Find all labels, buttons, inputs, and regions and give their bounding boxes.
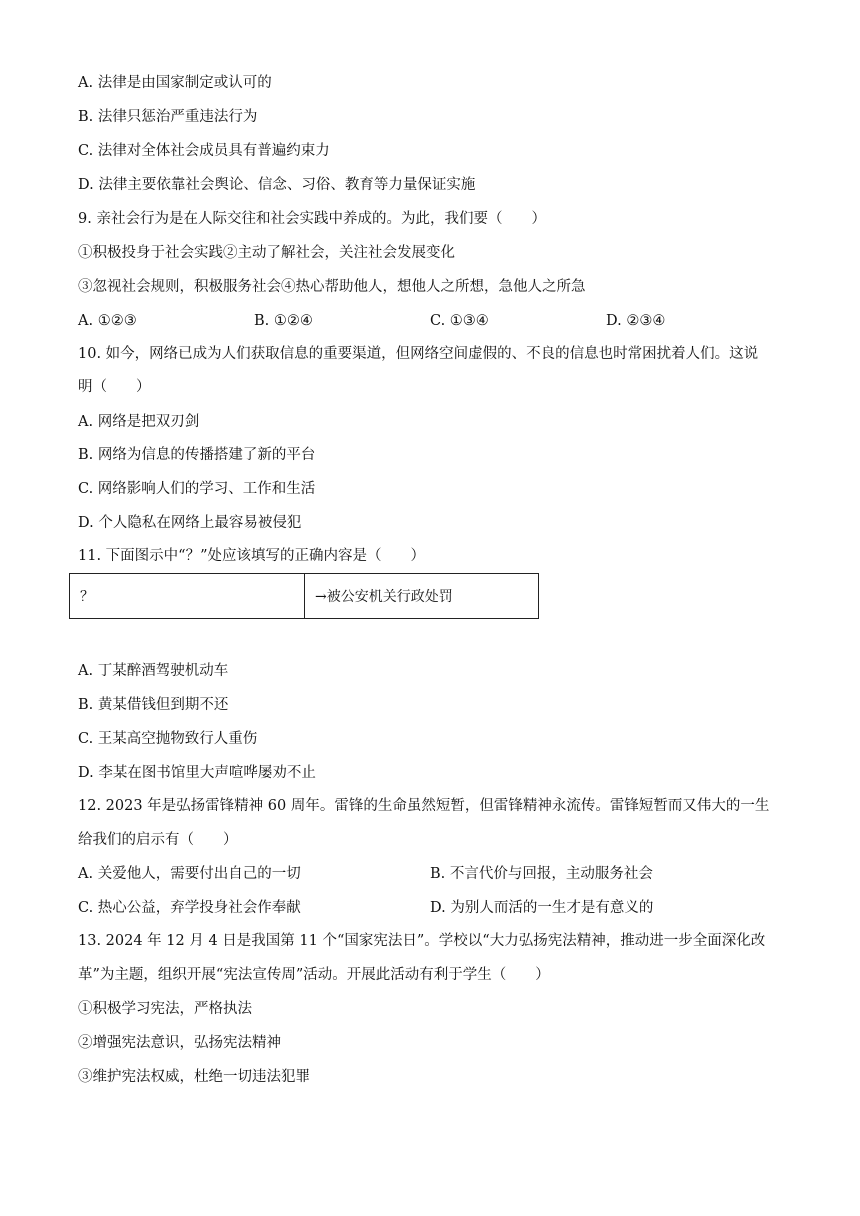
q13-stem-cont: 革”为主题，组织开展“宪法宣传周”活动。开展此活动有利于学生（ ） [78, 967, 550, 983]
q8-option-b: B. 法律只惩治严重违法行为 [78, 109, 258, 125]
q11-figure-right-cell: →被公安机关行政处罚 [305, 574, 539, 619]
q11-figure-left-cell: ？ [70, 574, 305, 619]
q8-option-d: D. 法律主要依靠社会舆论、信念、习俗、教育等力量保证实施 [78, 177, 476, 193]
q11-option-c: C. 王某高空抛物致行人重伤 [78, 731, 258, 747]
q10-stem: 10. 如今，网络已成为人们获取信息的重要渠道，但网络空间虚假的、不良的信息也时常困扰着人们。这说 [78, 346, 759, 362]
q10-stem-cont: 明（ ） [78, 379, 151, 395]
q9-option-a: A. ①②③ [78, 313, 137, 329]
q10-option-a: A. 网络是把双刃剑 [78, 414, 200, 430]
q12-stem: 12. 2023 年是弘扬雷锋精神 60 周年。雷锋的生命虽然短暂，但雷锋精神永流传。雷锋短暂而又伟大的一生 [78, 798, 770, 814]
q9-statement-line: ①积极投身于社会实践②主动了解社会，关注社会发展变化 [78, 245, 455, 261]
q8-option-c: C. 法律对全体社会成员具有普遍约束力 [78, 143, 330, 159]
q10-option-d: D. 个人隐私在网络上最容易被侵犯 [78, 515, 302, 531]
q11-option-d: D. 李某在图书馆里大声喧哗屡劝不止 [78, 765, 316, 781]
q13-statement-1: ①积极学习宪法，严格执法 [78, 1001, 252, 1017]
q12-option-a: A. 关爱他人，需要付出自己的一切 [78, 866, 301, 882]
q9-option-b: B. ①②④ [254, 313, 313, 329]
q13-statement-3: ③维护宪法权威，杜绝一切违法犯罪 [78, 1069, 310, 1085]
q10-option-b: B. 网络为信息的传播搭建了新的平台 [78, 447, 316, 463]
q12-option-d: D. 为别人而活的一生才是有意义的 [430, 900, 654, 916]
q12-option-b: B. 不言代价与回报，主动服务社会 [430, 866, 653, 882]
q11-option-b: B. 黄某借钱但到期不还 [78, 697, 229, 713]
q9-statement-line: ③忽视社会规则，积极服务社会④热心帮助他人，想他人之所想，急他人之所急 [78, 279, 586, 295]
q13-stem: 13. 2024 年 12 月 4 日是我国第 11 个“国家宪法日”。学校以“大力弘扬宪法精神，推动进一步全面深化改 [78, 933, 766, 949]
q8-option-a: A. 法律是由国家制定或认可的 [78, 75, 272, 91]
q9-option-c: C. ①③④ [430, 313, 489, 329]
q12-stem-cont: 给我们的启示有（ ） [78, 832, 238, 848]
q9-option-d: D. ②③④ [606, 313, 666, 329]
q11-figure [69, 573, 539, 619]
q11-option-a: A. 丁某醉酒驾驶机动车 [78, 663, 229, 679]
q13-statement-2: ②增强宪法意识，弘扬宪法精神 [78, 1035, 281, 1051]
q12-option-c: C. 热心公益，弃学投身社会作奉献 [78, 900, 301, 916]
q9-stem: 9. 亲社会行为是在人际交往和社会实践中养成的。为此，我们要（ ） [78, 211, 546, 227]
q11-stem: 11. 下面图示中“？”处应该填写的正确内容是（ ） [78, 548, 425, 564]
q10-option-c: C. 网络影响人们的学习、工作和生活 [78, 481, 316, 497]
